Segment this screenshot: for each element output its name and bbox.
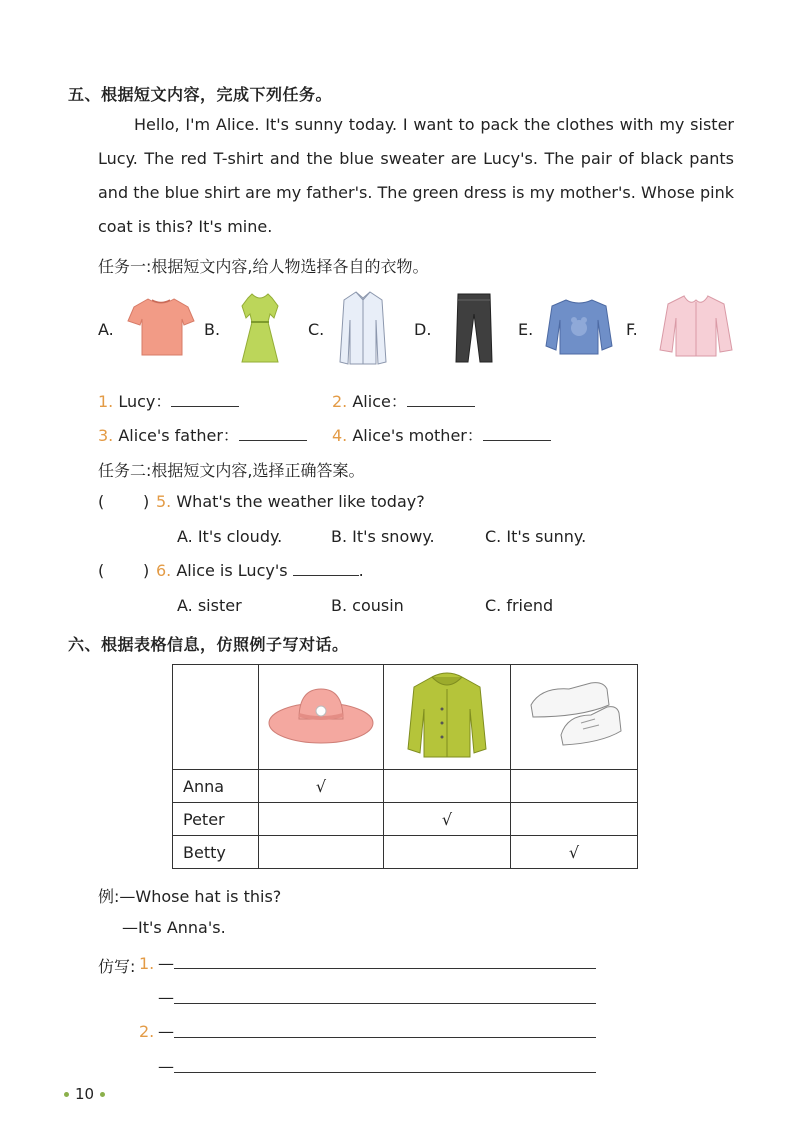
hat-icon: [259, 665, 383, 765]
question-1: [98, 389, 239, 412]
question-6: [156, 561, 364, 580]
pink-coat-icon: [656, 292, 736, 358]
question-3: [98, 423, 307, 446]
table-header-hat: [259, 665, 384, 770]
practice-line-2a[interactable]: [174, 1037, 596, 1038]
blue-sweater-icon: [544, 296, 614, 356]
question-6-number: 6.: [156, 561, 172, 580]
practice-line-1a[interactable]: [174, 968, 596, 969]
question-4-label: Alice's mother：: [352, 426, 483, 445]
table-row-name: Anna: [173, 770, 259, 803]
table-check-cell: √: [384, 803, 511, 836]
answer-blank-3[interactable]: [239, 426, 307, 441]
question-2: [332, 389, 475, 412]
example-label: 例:: [98, 887, 120, 906]
practice-line-2b[interactable]: [174, 1072, 596, 1073]
practice-number-2: 2.: [139, 1022, 155, 1041]
option-d-label: D.: [414, 320, 432, 339]
section-6-title: 六、根据表格信息，仿照例子写对话。: [68, 635, 349, 654]
option-b-label: B.: [204, 320, 221, 339]
table-row-name: Betty: [173, 836, 259, 869]
question-4-number: 4.: [332, 426, 348, 445]
table-row-name: Peter: [173, 803, 259, 836]
table-check-cell: [384, 836, 511, 869]
jacket-icon: [384, 665, 510, 765]
blue-shirt-icon: [338, 290, 388, 366]
question-5-option-a[interactable]: A. It's cloudy.: [177, 527, 283, 546]
question-6-option-a[interactable]: A. sister: [177, 596, 242, 615]
page-number-text: 10: [75, 1085, 95, 1103]
green-dress-icon: [238, 292, 282, 364]
page-number: [58, 1085, 111, 1103]
answer-paren-close-6[interactable]: ): [143, 561, 150, 580]
example-question-text: —Whose hat is this?: [119, 887, 282, 906]
black-pants-icon: [452, 292, 496, 364]
practice-dash-2a: —: [158, 1022, 174, 1041]
answer-paren-close-5[interactable]: ): [143, 492, 150, 511]
question-5: [156, 492, 425, 511]
question-6-option-b[interactable]: B. cousin: [331, 596, 404, 615]
red-tshirt-icon: [126, 295, 196, 359]
example-answer: —It's Anna's.: [122, 918, 226, 937]
question-3-number: 3.: [98, 426, 114, 445]
answer-paren-open-5: (: [98, 492, 105, 511]
answer-blank-4[interactable]: [483, 426, 551, 441]
shoes-icon: [511, 665, 637, 765]
question-5-text: What's the weather like today?: [176, 492, 425, 511]
table-header-shoes: [511, 665, 638, 770]
answer-blank-1[interactable]: [171, 392, 239, 407]
task-1-title: 任务一:根据短文内容,给人物选择各自的衣物。: [98, 257, 429, 276]
option-c-label: C.: [308, 320, 325, 339]
answer-blank-2[interactable]: [407, 392, 475, 407]
question-1-label: Lucy：: [118, 392, 172, 411]
practice-dash-1b: —: [158, 988, 174, 1007]
answer-paren-open-6: (: [98, 561, 105, 580]
page-dot-left-icon: [64, 1092, 69, 1097]
practice-dash-2b: —: [158, 1057, 174, 1076]
question-5-option-b[interactable]: B. It's snowy.: [331, 527, 435, 546]
reading-passage: Hello, I'm Alice. It's sunny today. I want to pack the clothes with my sister Lucy. The red T-shirt and the blue sweater are Lucy's. The pair of black pants and the blue shirt are my father's. The green dress is my mother's. Whose pink coat is this? It's mine.: [98, 115, 734, 236]
question-4: [332, 423, 551, 446]
table-header-jacket: [384, 665, 511, 770]
table-corner-cell: [173, 665, 259, 770]
option-e-label: E.: [518, 320, 534, 339]
page-dot-right-icon: [100, 1092, 105, 1097]
table-check-cell: [259, 836, 384, 869]
question-1-number: 1.: [98, 392, 114, 411]
option-a-label: A.: [98, 320, 114, 339]
table-check-cell: [384, 770, 511, 803]
option-f-label: F.: [626, 320, 638, 339]
task-2-title: 任务二:根据短文内容,选择正确答案。: [98, 461, 365, 480]
table-check-cell: [511, 770, 638, 803]
question-2-label: Alice：: [352, 392, 407, 411]
ownership-table: [172, 664, 638, 869]
table-check-cell: [511, 803, 638, 836]
question-3-label: Alice's father：: [118, 426, 239, 445]
example-question: [98, 884, 281, 907]
practice-line-1b[interactable]: [174, 1003, 596, 1004]
section-5-title: 五、根据短文内容，完成下列任务。: [68, 85, 333, 104]
table-check-cell: [259, 803, 384, 836]
question-2-number: 2.: [332, 392, 348, 411]
practice-label: 仿写:: [98, 957, 136, 976]
question-6-option-c[interactable]: C. friend: [485, 596, 554, 615]
question-5-option-c[interactable]: C. It's sunny.: [485, 527, 587, 546]
practice-dash-1a: —: [158, 954, 174, 973]
question-5-number: 5.: [156, 492, 172, 511]
question-6-text-before: Alice is Lucy's: [176, 561, 288, 580]
practice-number-1: 1.: [139, 954, 155, 973]
table-check-cell: √: [259, 770, 384, 803]
table-check-cell: √: [511, 836, 638, 869]
question-6-text-after: .: [358, 561, 364, 580]
